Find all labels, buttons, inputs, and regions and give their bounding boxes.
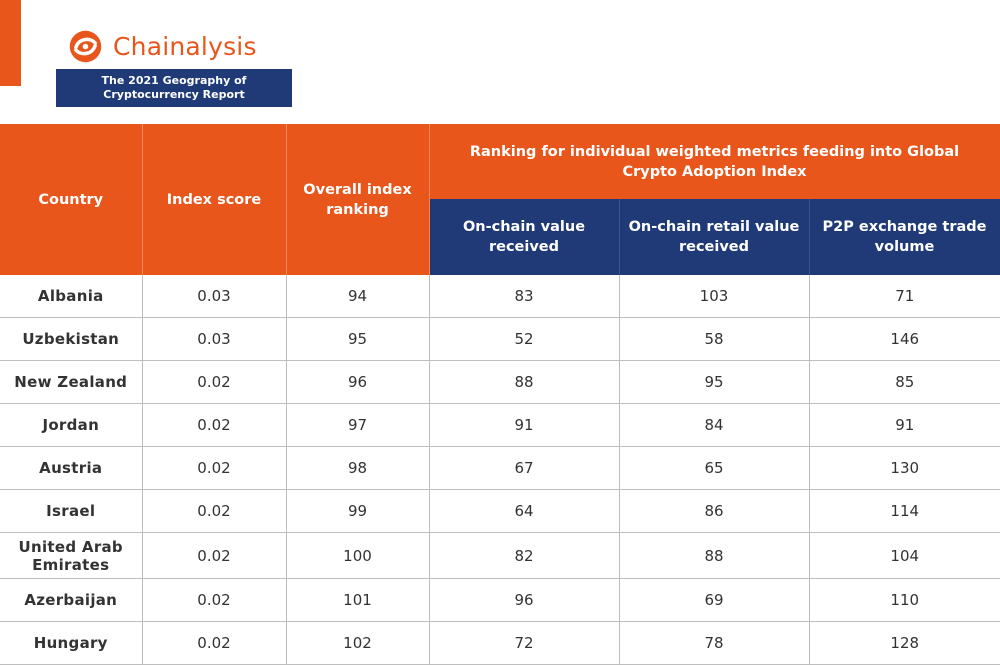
table-row (0, 579, 1000, 622)
header-metrics-group: Ranking for individual weighted metrics feeding into Global Crypto Adoption Index (429, 124, 1000, 199)
onchain-retail-cell: 88 (619, 533, 809, 579)
table-row (0, 404, 1000, 447)
overall-ranking-cell: 97 (286, 404, 429, 447)
overall-ranking-cell: 101 (286, 579, 429, 622)
overall-ranking-cell: 98 (286, 447, 429, 490)
table-row (0, 622, 1000, 665)
adoption-index-table (0, 124, 1000, 665)
p2p-volume-cell: 114 (809, 490, 1000, 533)
index-score-cell: 0.03 (142, 275, 286, 318)
onchain-retail-cell: 103 (619, 275, 809, 318)
p2p-volume-cell: 71 (809, 275, 1000, 318)
header-p2p-volume: P2P exchange trade volume (809, 199, 1000, 275)
table-row (0, 533, 1000, 579)
onchain-value-cell: 82 (429, 533, 619, 579)
index-score-cell: 0.02 (142, 490, 286, 533)
index-score-cell: 0.03 (142, 318, 286, 361)
onchain-value-cell: 67 (429, 447, 619, 490)
table-row (0, 361, 1000, 404)
country-cell: Jordan (0, 404, 142, 447)
chainalysis-logo (68, 28, 257, 64)
overall-ranking-cell: 96 (286, 361, 429, 404)
overall-ranking-cell: 102 (286, 622, 429, 665)
chainalysis-mark-icon (68, 29, 103, 64)
country-cell: Hungary (0, 622, 142, 665)
index-score-cell: 0.02 (142, 533, 286, 579)
onchain-retail-cell: 84 (619, 404, 809, 447)
header-country: Country (0, 124, 142, 275)
table-row (0, 490, 1000, 533)
country-cell: Austria (0, 447, 142, 490)
onchain-value-cell: 52 (429, 318, 619, 361)
country-cell: Azerbaijan (0, 579, 142, 622)
overall-ranking-cell: 94 (286, 275, 429, 318)
table-row (0, 447, 1000, 490)
onchain-value-cell: 64 (429, 490, 619, 533)
overall-ranking-cell: 95 (286, 318, 429, 361)
country-cell: Uzbekistan (0, 318, 142, 361)
index-score-cell: 0.02 (142, 404, 286, 447)
onchain-retail-cell: 58 (619, 318, 809, 361)
p2p-volume-cell: 128 (809, 622, 1000, 665)
country-cell: Albania (0, 275, 142, 318)
onchain-retail-cell: 95 (619, 361, 809, 404)
p2p-volume-cell: 91 (809, 404, 1000, 447)
onchain-value-cell: 88 (429, 361, 619, 404)
country-cell: Israel (0, 490, 142, 533)
onchain-retail-cell: 78 (619, 622, 809, 665)
p2p-volume-cell: 104 (809, 533, 1000, 579)
onchain-value-cell: 91 (429, 404, 619, 447)
country-cell: United Arab Emirates (0, 533, 142, 579)
brand-name: Chainalysis (113, 31, 257, 61)
p2p-volume-cell: 110 (809, 579, 1000, 622)
p2p-volume-cell: 85 (809, 361, 1000, 404)
overall-ranking-cell: 99 (286, 490, 429, 533)
header-index-score: Index score (142, 124, 286, 275)
p2p-volume-cell: 146 (809, 318, 1000, 361)
header-overall-ranking: Overall index ranking (286, 124, 429, 275)
index-score-cell: 0.02 (142, 361, 286, 404)
header-onchain-retail: On-chain retail value received (619, 199, 809, 275)
report-title-banner: The 2021 Geography of Cryptocurrency Report (56, 69, 292, 107)
p2p-volume-cell: 130 (809, 447, 1000, 490)
onchain-value-cell: 96 (429, 579, 619, 622)
table-row (0, 318, 1000, 361)
index-score-cell: 0.02 (142, 447, 286, 490)
index-score-cell: 0.02 (142, 622, 286, 665)
onchain-retail-cell: 69 (619, 579, 809, 622)
onchain-value-cell: 83 (429, 275, 619, 318)
onchain-retail-cell: 65 (619, 447, 809, 490)
table-row (0, 275, 1000, 318)
onchain-retail-cell: 86 (619, 490, 809, 533)
index-score-cell: 0.02 (142, 579, 286, 622)
header-onchain-value: On-chain value received (429, 199, 619, 275)
country-cell: New Zealand (0, 361, 142, 404)
onchain-value-cell: 72 (429, 622, 619, 665)
overall-ranking-cell: 100 (286, 533, 429, 579)
side-accent-bar (0, 0, 21, 86)
